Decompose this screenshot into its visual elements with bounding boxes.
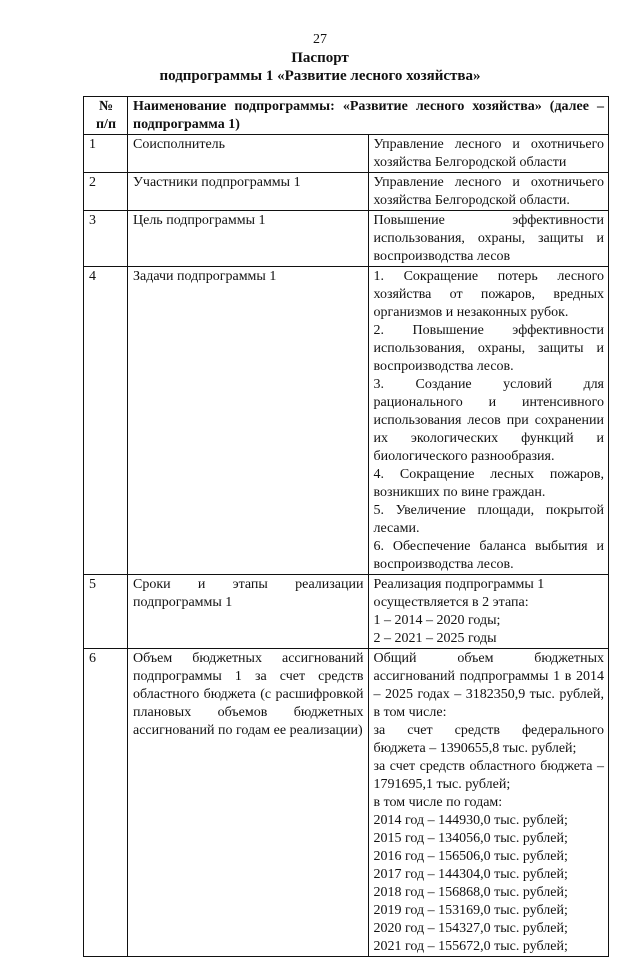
row-value xyxy=(368,575,609,649)
budget-year-line: 2020 год – 154327,0 тыс. рублей; xyxy=(373,921,568,936)
budget-year-line: 2019 год – 153169,0 тыс. рублей; xyxy=(373,903,568,918)
row-label: Цель подпрограммы 1 xyxy=(128,211,369,267)
task-item: 2. Повышение эффективности использования, охраны, защиты и воспроизводства лесов. xyxy=(373,323,604,374)
document-subtitle: подпрограммы 1 «Развитие лесного хозяйства» xyxy=(159,68,481,84)
budget-details xyxy=(368,649,609,957)
task-item: 5. Увеличение площади, покрытой лесами. xyxy=(373,503,604,536)
budget-line: за счет средств областного бюджета – 1791695,1 тыс. рублей; xyxy=(373,759,604,792)
task-item: 6. Обеспечение баланса выбытия и воспроизводства лесов. xyxy=(373,539,604,572)
row-label: Участники подпрограммы 1 xyxy=(128,173,369,211)
header-name-cell: Наименование подпрограммы: «Развитие лесного хозяйства» (далее – подпрограмма 1) xyxy=(128,97,609,135)
row-num: 2 xyxy=(84,173,128,211)
table-header-row xyxy=(84,97,609,135)
task-item: 1. Сокращение потерь лесного хозяйства от пожаров, вредных организмов и незаконных рубок. xyxy=(373,269,604,320)
header-num-line-2: п/п xyxy=(95,117,117,132)
stage-line: Реализация подпрограммы 1 осуществляется в 2 этапа: xyxy=(373,577,545,610)
row-num: 3 xyxy=(84,211,128,267)
task-item: 4. Сокращение лесных пожаров, возникших по вине граждан. xyxy=(373,467,604,500)
row-value: Управление лесного и охотничьего хозяйства Белгородской области. xyxy=(368,173,609,211)
table-row xyxy=(84,649,609,957)
budget-year-line: 2021 год – 155672,0 тыс. рублей; xyxy=(373,939,568,954)
header-num-line-1: № xyxy=(98,99,114,114)
row-num: 5 xyxy=(84,575,128,649)
table-row xyxy=(84,173,609,211)
row-num: 1 xyxy=(84,135,128,173)
table-row xyxy=(84,135,609,173)
budget-year-line: 2018 год – 156868,0 тыс. рублей; xyxy=(373,885,568,900)
row-label: Задачи подпрограммы 1 xyxy=(128,267,369,575)
stage-line: 2 – 2021 – 2025 годы xyxy=(373,631,497,646)
budget-line: за счет средств федерального бюджета – 1390655,8 тыс. рублей; xyxy=(373,723,604,756)
tasks-list xyxy=(368,267,609,575)
stage-line: 1 – 2014 – 2020 годы; xyxy=(373,613,501,628)
passport-table xyxy=(83,96,609,957)
budget-year-line: 2017 год – 144304,0 тыс. рублей; xyxy=(373,867,568,882)
budget-line: в том числе по годам: xyxy=(373,795,503,810)
document-title: Паспорт xyxy=(291,50,349,66)
task-item: 3. Создание условий для рационального и интенсивного использования лесов при сохранении их экологических функций и биологического разнообразия. xyxy=(373,377,604,464)
row-value: Повышение эффективности использования, охраны, защиты и воспроизводства лесов xyxy=(368,211,609,267)
page-number: 27 xyxy=(313,32,327,47)
table-row xyxy=(84,211,609,267)
row-label: Соисполнитель xyxy=(128,135,369,173)
header-num-cell xyxy=(84,97,128,135)
budget-year-line: 2016 год – 156506,0 тыс. рублей; xyxy=(373,849,568,864)
row-label: Сроки и этапы реализации подпрограммы 1 xyxy=(128,575,369,649)
row-value: Управление лесного и охотничьего хозяйства Белгородской области xyxy=(368,135,609,173)
budget-line: Общий объем бюджетных ассигнований подпрограммы 1 в 2014 – 2025 годах – 3182350,9 тыс. рублей, в том числе: xyxy=(373,651,604,720)
budget-year-line: 2014 год – 144930,0 тыс. рублей; xyxy=(373,813,568,828)
row-num: 4 xyxy=(84,267,128,575)
budget-year-line: 2015 год – 134056,0 тыс. рублей; xyxy=(373,831,568,846)
table-row xyxy=(84,575,609,649)
row-label: Объем бюджетных ассигнований подпрограммы 1 за счет средств областного бюджета (с расшифровкой плановых объемов бюджетных ассигнований по годам ее реализации) xyxy=(128,649,369,957)
table-row xyxy=(84,267,609,575)
row-num: 6 xyxy=(84,649,128,957)
